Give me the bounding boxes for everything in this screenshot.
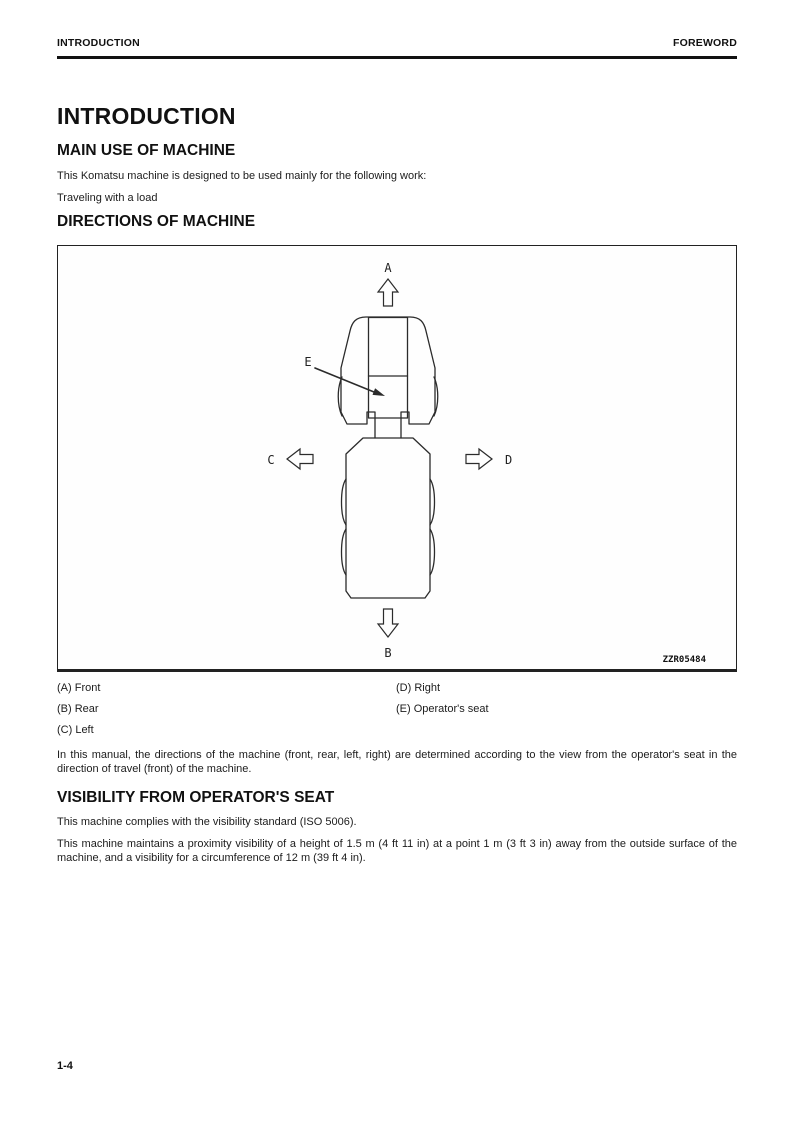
figure-label-d: D <box>505 452 513 467</box>
heading-directions: DIRECTIONS OF MACHINE <box>57 213 256 231</box>
figure-label-b: B <box>384 645 392 660</box>
page-title: INTRODUCTION <box>57 103 236 129</box>
machine-direction-diagram <box>58 246 736 669</box>
main-use-work-item: Traveling with a load <box>57 192 158 205</box>
legend-item-left: (C) Left <box>57 723 94 736</box>
heading-main-use: MAIN USE OF MACHINE <box>57 142 236 159</box>
legend-item-front: (A) Front <box>57 681 101 694</box>
legend-row <box>57 678 737 699</box>
figure-label-c: C <box>267 452 275 467</box>
page-number: 1-4 <box>57 1060 73 1072</box>
visibility-paragraph: This machine maintains a proximity visibility of a height of 1.5 m (4 ft 11 in) at a point 1 m (3 ft 3 in) away from the outside surface of the machine, and a visibility for a circumference of 12 m (39 ft 4 in). <box>57 837 737 865</box>
tractor-body <box>341 317 435 438</box>
cab-outline <box>369 317 408 418</box>
figure-code: ZZR05484 <box>662 654 706 665</box>
legend-item-rear: (B) Rear <box>57 702 99 715</box>
main-use-intro: This Komatsu machine is designed to be used mainly for the following work: <box>57 170 427 183</box>
legend-item-operator-seat: (E) Operator's seat <box>396 702 489 715</box>
header-rule <box>57 56 737 59</box>
legend-row <box>57 699 737 720</box>
legend-item-empty <box>396 720 737 741</box>
header-right-label: FOREWORD <box>672 37 737 49</box>
directions-paragraph: In this manual, the directions of the machine (front, rear, left, right) are determined according to the view from the operator's seat in the direction of travel (front) of the machine. <box>57 748 737 776</box>
arrow-c-left-icon <box>287 449 313 469</box>
figure-legend <box>57 678 737 741</box>
header-left-label: INTRODUCTION <box>57 37 140 49</box>
legend-item-right: (D) Right <box>396 681 441 694</box>
arrow-d-right-icon <box>466 449 492 469</box>
heading-visibility: VISIBILITY FROM OPERATOR'S SEAT <box>57 788 335 806</box>
figure-label-e: E <box>304 354 312 369</box>
arrow-b-down-icon <box>378 609 398 637</box>
page-content <box>57 0 737 866</box>
running-header <box>57 0 737 49</box>
seat-pointer-arrowhead-icon <box>373 388 386 396</box>
legend-row <box>57 720 737 741</box>
trailer-wheels-left <box>342 479 347 575</box>
arrow-a-up-icon <box>378 279 398 306</box>
visibility-standard-line: This machine complies with the visibility standard (ISO 5006). <box>57 815 357 828</box>
directions-figure <box>57 245 737 672</box>
trailer-wheels-right <box>430 479 435 575</box>
seat-pointer-line <box>315 368 374 392</box>
figure-label-a: A <box>384 260 392 275</box>
trailer-body <box>346 438 430 598</box>
